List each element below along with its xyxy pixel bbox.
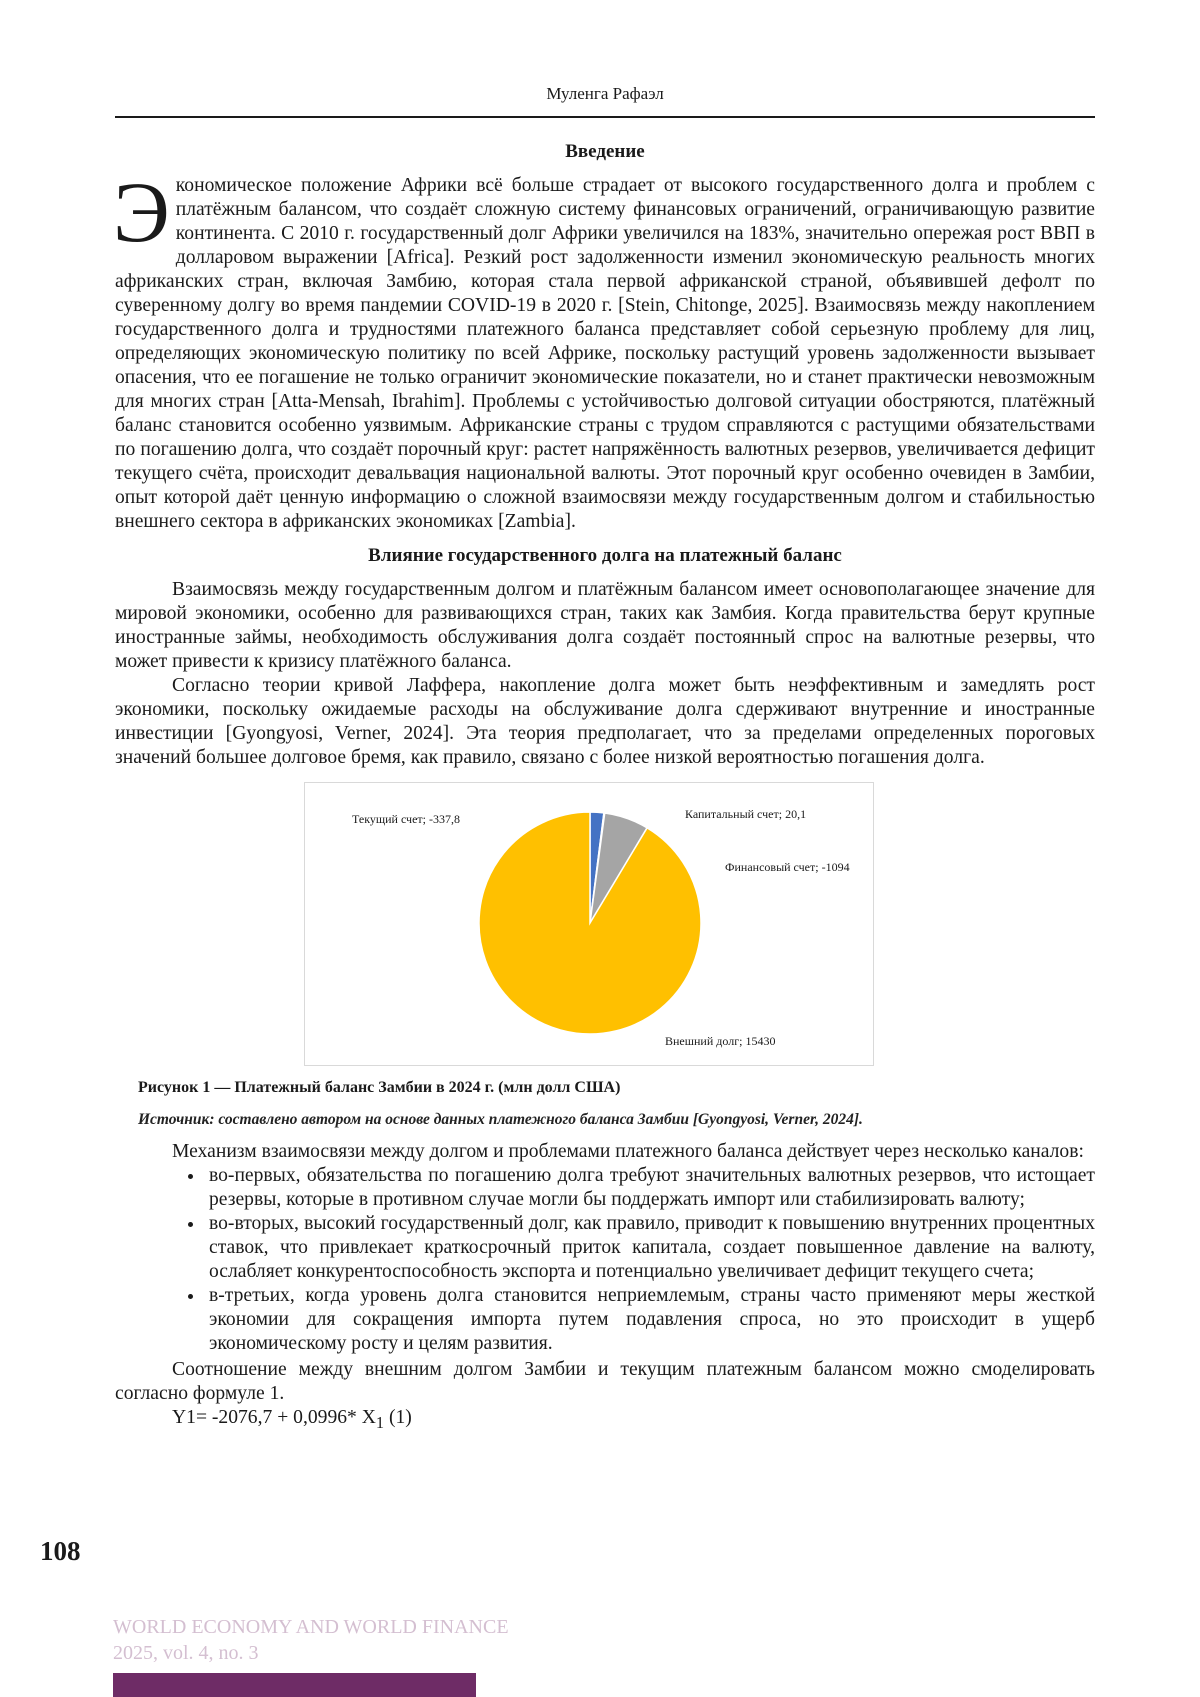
pie-data-label: Текущий счет; -337,8 <box>352 812 460 826</box>
impact-paragraph-2: Согласно теории кривой Лаффера, накопление долга может быть неэффективным и замедлять рост экономики, поскольку ожидаемые расходы на обслуживание долга сдерживают внутренние и иностранные инвестиции [Gyongyosi, Verner, 2024]. Эта теория предполагает, что за пределами определенных пороговых значений большее долговое бремя, как правило, связано с более низкой вероятностью погашения долга. <box>115 675 1095 768</box>
header-rule <box>115 116 1095 118</box>
mechanism-intro: Механизм взаимосвязи между долгом и проблемами платежного баланса действует через несколько каналов: <box>172 1141 1084 1162</box>
figure-caption: Рисунок 1 — Платежный баланс Замбии в 2024 г. (млн долл США) <box>138 1079 621 1096</box>
list-item: • во-первых, обязательства по погашению долга требуют значительных валютных резервов, что истощает резервы, которые в противном случае могли бы поддержать импорт или стабилизировать валюту; <box>205 1164 1095 1212</box>
running-head-author: Муленга Рафаэл <box>546 84 664 103</box>
journal-issue: 2025, vol. 4, no. 3 <box>113 1642 259 1664</box>
intro-text: кономическое положение Африки всё больше страдает от высокого государственного долга и проблем с платёжным балансом, что создаёт сложную систему финансовых ограничений, ограничивающую развитие континента. С 2010 г. государственный долг Африки увеличился на 183%, значительно опережая рост ВВП в долларовом выражении [Africa]. Резкий рост задолженности изменил экономическую реальность многих африканских стран, включая Замбию, которая стала первой африканской страной, объявившей дефолт по суверенному долгу во время пандемии COVID-19 в 2020 г. [Stein, Chitonge, 2025]. Взаимосвязь между накоплением государственного долга и трудностями платежного баланса представляет собой серьезную проблему для лиц, определяющих экономическую политику по всей Африке, поскольку растущий уровень задолженности вызывает опасения, что ее погашение не только ограничит экономические показатели, но и станет практически невозможным для многих стран [Atta-Mensah, Ibrahim]. Проблемы с устойчивостью долговой ситуации обостряются, платёжный баланс становится особенно уязвимым. Африканские страны с трудом справляются с растущими обязательствами по погашению долга, что создаёт порочный круг: растет напряжённость валютных резервов, увеличивается дефицит текущего счёта, происходит девальвация национальной валюты. Этот порочный круг особенно очевиден в Замбии, опыт которой даёт ценную информацию о сложной взаимосвязи между государственным долгом и стабильностью внешнего сектора в африканских экономиках [Zambia]. <box>115 175 1095 532</box>
footer-bar <box>113 1673 476 1697</box>
list-item: • во-вторых, высокий государственный долг, как правило, приводит к повышению внутренних процентных ставок, что привлекает краткосрочный приток капитала, создает повышенное давление на валюту, ослабляет конкурентоспособность экспорта и потенциально увеличивает дефицит текущего счета; <box>205 1212 1095 1284</box>
article-body <box>115 140 1095 1435</box>
impact-paragraph-1: Взаимосвязь между государственным долгом и платёжным балансом имеет основополагающее значение для мировой экономики, особенно для развивающихся стран, таких как Замбия. Когда правительства берут крупные иностранные займы, необходимость обслуживания долга создаёт постоянный спрос на валютные резервы, что может привести к кризису платёжного баланса. <box>115 579 1095 672</box>
pie-data-label: Финансовый счет; -1094 <box>725 860 850 874</box>
mechanism-list <box>115 1164 1095 1356</box>
relation-paragraph: Соотношение между внешним долгом Замбии и текущим платежным балансом можно смоделировать согласно формуле 1. <box>115 1359 1095 1404</box>
pie-slice-4 <box>479 812 701 1034</box>
page-number: 108 <box>40 1536 81 1566</box>
drop-cap: Э <box>113 164 170 260</box>
formula-subscript: 1 <box>375 1412 385 1432</box>
intro-paragraph <box>113 164 1095 534</box>
journal-name: WORLD ECONOMY AND WORLD FINANCE <box>113 1616 509 1638</box>
formula <box>172 1406 1095 1435</box>
pie-chart-svg <box>305 783 873 1065</box>
section-title-impact: Влияние государственного долга на платежный баланс <box>368 545 842 566</box>
figure-source: Источник: составлено автором на основе данных платежного баланса Замбии [Gyongyosi, Verner, 2024]. <box>138 1111 863 1128</box>
journal-info <box>113 1614 509 1666</box>
formula-main: Y1= -2076,7 + 0,0996* X <box>172 1407 376 1428</box>
figure-pie-chart <box>304 782 874 1066</box>
pie-data-label: Внешний долг; 15430 <box>665 1034 776 1048</box>
list-item: • в-третьих, когда уровень долга становится неприемлемым, страны часто применяют меры жесткой экономии для сокращения импорта путем подавления спроса, но это происходит в ущерб экономическому росту и целям развития. <box>205 1284 1095 1356</box>
pie-data-label: Капитальный счет; 20,1 <box>685 807 807 821</box>
section-title-introduction: Введение <box>565 141 645 162</box>
formula-number: (1) <box>384 1407 412 1428</box>
